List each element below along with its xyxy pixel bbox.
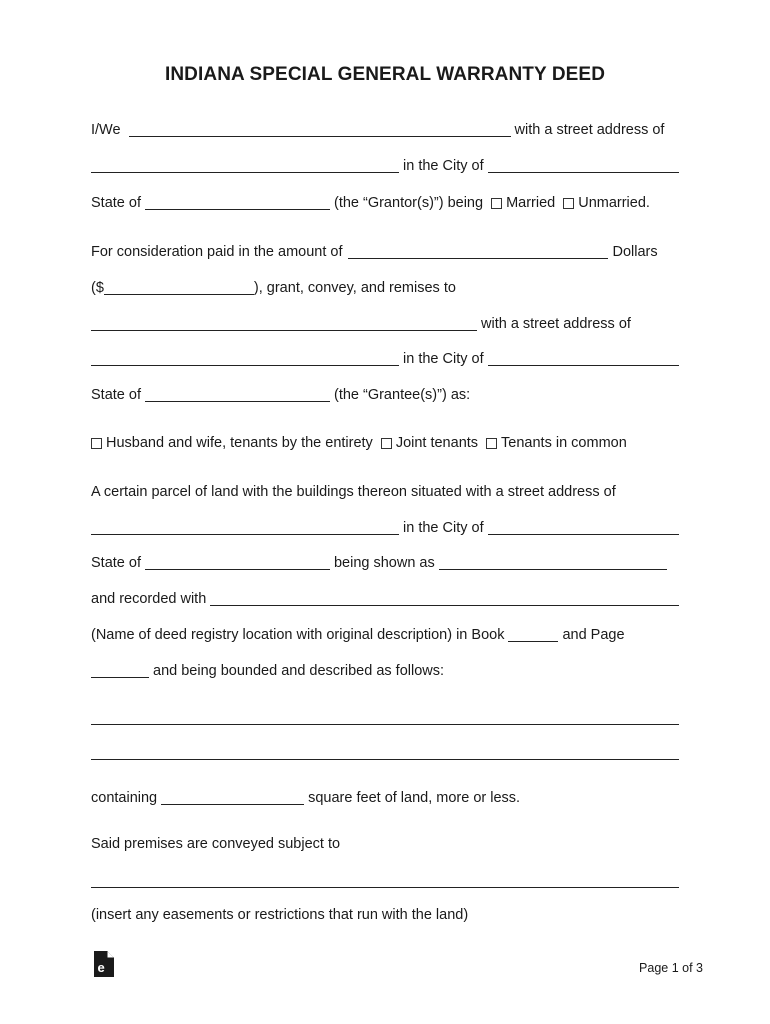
dollar-open-label: ($ bbox=[91, 280, 104, 296]
joint-tenants-label: Joint tenants bbox=[395, 435, 479, 451]
dollars-label: Dollars bbox=[612, 244, 658, 260]
i-we-label: I/We bbox=[91, 122, 121, 138]
grantee-state-field[interactable] bbox=[145, 385, 330, 402]
grantee-address-row bbox=[91, 345, 679, 367]
parcel-state-row bbox=[91, 549, 679, 571]
description-line-2[interactable] bbox=[91, 759, 679, 760]
grantor-city-field[interactable] bbox=[488, 156, 679, 173]
grantee-street-label: with a street address of bbox=[481, 316, 631, 332]
grantee-city-field[interactable] bbox=[488, 349, 679, 366]
tenancy-row bbox=[91, 429, 679, 451]
grantor-state-field[interactable] bbox=[145, 193, 330, 210]
husband-wife-label: Husband and wife, tenants by the entirety bbox=[106, 435, 373, 451]
page-number: Page 1 of 3 bbox=[639, 961, 703, 975]
parcel-street-field[interactable] bbox=[91, 518, 399, 535]
consideration-amount-row bbox=[91, 274, 679, 296]
grantor-name-field[interactable] bbox=[129, 120, 511, 137]
married-label: Married bbox=[506, 195, 556, 211]
grant-convey-label: ), grant, convey, and remises to bbox=[253, 280, 456, 296]
grantor-label: (the “Grantor(s)”) being bbox=[333, 195, 484, 211]
description-line-1[interactable] bbox=[91, 724, 679, 725]
registry-label: (Name of deed registry location with original description) in Book bbox=[91, 627, 505, 643]
page-field[interactable] bbox=[91, 661, 149, 678]
being-shown-label: being shown as bbox=[333, 555, 435, 571]
state-label: State of bbox=[91, 195, 141, 211]
city-label: in the City of bbox=[403, 158, 484, 174]
unmarried-checkbox[interactable] bbox=[563, 198, 574, 209]
square-feet-label: square feet of land, more or less. bbox=[308, 790, 521, 806]
grantor-street-field[interactable] bbox=[91, 156, 399, 173]
registry-row bbox=[91, 621, 679, 643]
consideration-words-field[interactable] bbox=[348, 242, 608, 259]
easements-note-row bbox=[91, 901, 679, 923]
parcel-state-label: State of bbox=[91, 555, 141, 571]
tenants-common-label: Tenants in common bbox=[501, 435, 627, 451]
easements-note: (insert any easements or restrictions that run with the land) bbox=[91, 907, 469, 923]
subject-to-row bbox=[91, 830, 679, 852]
page-bounded-row bbox=[91, 657, 679, 679]
grantee-label: (the “Grantee(s)”) as: bbox=[333, 387, 471, 403]
grantor-state-row bbox=[91, 189, 679, 211]
grantee-state-row bbox=[91, 381, 679, 403]
eforms-logo-icon bbox=[93, 950, 115, 978]
svg-text:e: e bbox=[97, 960, 105, 975]
unmarried-label: Unmarried. bbox=[578, 195, 650, 211]
grantee-name-row bbox=[91, 310, 679, 332]
parcel-state-field[interactable] bbox=[145, 553, 330, 570]
tenants-common-checkbox[interactable] bbox=[486, 438, 497, 449]
book-field[interactable] bbox=[508, 625, 558, 642]
bounded-label: and being bounded and described as follows: bbox=[153, 663, 445, 679]
recorded-with-label: and recorded with bbox=[91, 591, 207, 607]
grantee-name-field[interactable] bbox=[91, 314, 477, 331]
parcel-address-row bbox=[91, 514, 679, 536]
recorded-with-field[interactable] bbox=[210, 589, 679, 606]
grantee-state-label: State of bbox=[91, 387, 141, 403]
containing-label: containing bbox=[91, 790, 158, 806]
grantee-street-field[interactable] bbox=[91, 349, 399, 366]
document-title: INDIANA SPECIAL GENERAL WARRANTY DEED bbox=[164, 64, 606, 85]
recorded-with-row bbox=[91, 585, 679, 607]
being-shown-field[interactable] bbox=[439, 553, 667, 570]
parcel-intro-row bbox=[91, 478, 679, 500]
grantor-address-row bbox=[91, 152, 679, 174]
grantee-city-label: in the City of bbox=[403, 351, 484, 367]
containing-row bbox=[91, 784, 679, 806]
husband-wife-checkbox[interactable] bbox=[91, 438, 102, 449]
easements-line[interactable] bbox=[91, 887, 679, 888]
married-checkbox[interactable] bbox=[491, 198, 502, 209]
consideration-row bbox=[91, 238, 679, 260]
parcel-intro-label: A certain parcel of land with the buildings thereon situated with a street address of bbox=[91, 484, 616, 500]
joint-tenants-checkbox[interactable] bbox=[381, 438, 392, 449]
parcel-city-label: in the City of bbox=[403, 520, 484, 536]
square-feet-field[interactable] bbox=[161, 788, 304, 805]
subject-to-label: Said premises are conveyed subject to bbox=[91, 836, 341, 852]
grantor-name-row bbox=[91, 116, 679, 138]
consideration-amount-field[interactable] bbox=[104, 278, 254, 295]
street-address-label: with a street address of bbox=[514, 122, 665, 138]
consideration-label: For consideration paid in the amount of bbox=[91, 244, 343, 260]
and-page-label: and Page bbox=[562, 627, 625, 643]
parcel-city-field[interactable] bbox=[488, 518, 679, 535]
